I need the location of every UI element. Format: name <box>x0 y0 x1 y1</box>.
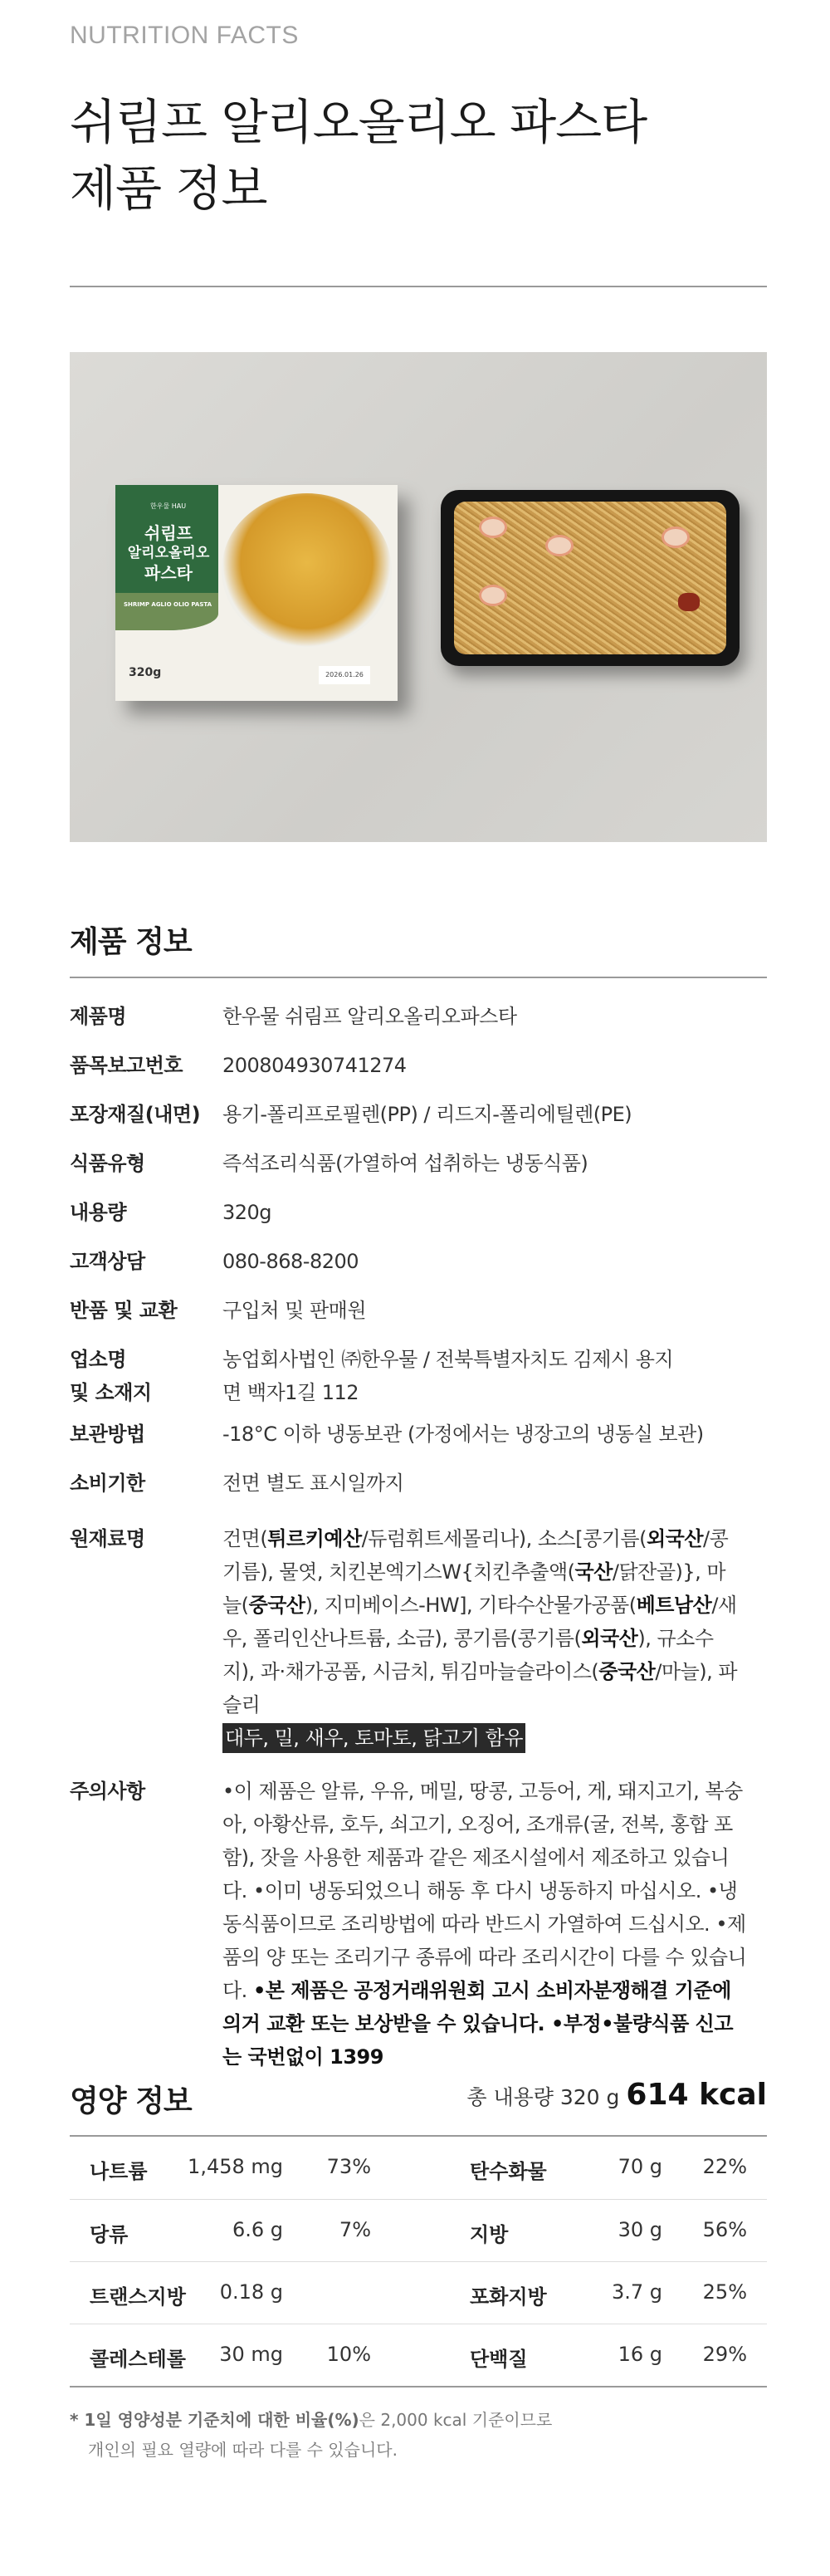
package-title-2: 알리오올리오 <box>127 545 210 561</box>
ingredient-text: /새우, 폴리인산나트륨, 소금), 콩기름(콩기름( <box>222 1594 737 1650</box>
nutrient-name: 단백질 <box>470 2348 528 2371</box>
product-info-table <box>70 992 767 2074</box>
shrimp <box>662 526 690 548</box>
shrimp <box>479 517 507 538</box>
info-row <box>70 1335 767 1409</box>
ingredient-text: /콩기름), 물엿, 치킨본엑기스W{치킨추출액( <box>222 1527 729 1584</box>
nutrition-footnote <box>70 2405 552 2465</box>
ingredient-text: /닭잔골)}, 마늘( <box>222 1560 726 1617</box>
info-row-ingredients <box>70 1507 767 1755</box>
nutrient-name: 당류 <box>90 2223 129 2246</box>
nutrient-percent: 22% <box>702 2155 747 2178</box>
info-row <box>70 1237 767 1286</box>
nutrient-amount: 30 g <box>618 2218 662 2241</box>
info-row <box>70 1458 767 1507</box>
info-label: 식품유형 <box>70 1152 145 1175</box>
nutrient-name: 콜레스테롤 <box>90 2348 186 2371</box>
nutrient-amount: 6.6 g <box>232 2218 283 2241</box>
nutrient-percent: 7% <box>339 2218 371 2241</box>
info-value: 한우물 쉬림프 알리오올리오파스타 <box>222 1005 517 1028</box>
eyebrow-label: NUTRITION FACTS <box>70 22 299 49</box>
package-pasta-image <box>222 493 392 647</box>
info-label: 보관방법 <box>70 1423 145 1446</box>
info-row <box>70 1041 767 1090</box>
allergen-badge: 대두, 밀, 새우, 토마토, 닭고기 함유 <box>222 1723 525 1753</box>
nutrition-row <box>70 2137 767 2199</box>
shrimp <box>479 585 507 606</box>
ingredient-text: ), 지미베이스-HW], 기타수산물가공품( <box>305 1594 637 1617</box>
ingredient-text: /마늘), 파슬리 <box>222 1660 738 1717</box>
header-divider <box>70 286 767 287</box>
package-date: 2026.01.26 <box>319 666 370 684</box>
total-kcal: 614 kcal <box>626 2078 767 2112</box>
nutrient-percent: 29% <box>702 2343 747 2366</box>
nutrient-amount: 3.7 g <box>611 2280 662 2304</box>
ingredients-value <box>222 1522 767 1755</box>
info-row <box>70 1090 767 1139</box>
info-label: 내용량 <box>70 1201 127 1224</box>
info-label: 제품명 <box>70 1005 127 1028</box>
nutrient-amount: 0.18 g <box>219 2280 283 2304</box>
nutrient-name: 트랜스지방 <box>90 2285 186 2309</box>
ingredient-origin: 외국산 <box>646 1527 704 1550</box>
nutrition-title: 영양 정보 <box>70 2084 192 2118</box>
ingredient-text: ), 규소수지), 과·채가공품, 시금치, 튀김마늘슬라이스( <box>222 1627 714 1683</box>
package-brand: 한우물 HAU <box>150 502 187 510</box>
page-title-line1: 쉬림프 알리오올리오 파스타 <box>70 94 647 150</box>
package-weight: 320g <box>129 666 162 679</box>
nutrient-percent: 73% <box>326 2155 371 2178</box>
nutrient-amount: 16 g <box>618 2343 662 2366</box>
footnote-rest: 은 2,000 kcal 기준이므로 <box>359 2410 553 2430</box>
info-label: 주의사항 <box>70 1780 145 1803</box>
shrimp <box>545 535 574 556</box>
ingredient-origin: 중국산 <box>248 1594 305 1617</box>
info-row <box>70 1188 767 1237</box>
info-value: 320g <box>222 1201 272 1224</box>
info-value: -18°C 이하 냉동보관 (가정에서는 냉장고의 냉동실 보관) <box>222 1423 704 1446</box>
nutrition-row <box>70 2324 767 2386</box>
ingredient-origin: 외국산 <box>581 1627 638 1650</box>
info-value: 200804930741274 <box>222 1054 407 1077</box>
nutrient-name: 포화지방 <box>470 2285 547 2309</box>
info-value: 용기-폴리프로필렌(PP) / 리드지-폴리에틸렌(PE) <box>222 1103 632 1126</box>
info-row-cautions <box>70 1755 767 2074</box>
ingredient-origin: 튀르키예산 <box>267 1527 362 1550</box>
nutrient-name: 지방 <box>470 2223 509 2246</box>
info-value: 구입처 및 판매원 <box>222 1299 367 1322</box>
package-title-3: 파스타 <box>144 563 193 583</box>
nutrition-row <box>70 2261 767 2324</box>
info-label: 원재료명 <box>70 1527 145 1550</box>
info-row <box>70 992 767 1041</box>
ingredient-text: 건면( <box>222 1527 268 1550</box>
cautions-bold: •본 제품은 공정거래위원회 고시 소비자분쟁해결 기준에 의거 교환 또는 보상받을 수 있습니다. •부정•불량식품 신고는 국번없이 1399 <box>222 1979 734 2069</box>
info-value: 농업회사법인 ㈜한우물 / 전북특별자치도 김제시 용지면 백자1길 112 <box>222 1348 674 1404</box>
nutrient-percent: 25% <box>702 2280 747 2304</box>
product-package <box>115 485 398 701</box>
nutrition-table <box>70 2135 767 2387</box>
cautions-text: •이 제품은 알류, 우유, 메밀, 땅콩, 고등어, 게, 돼지고기, 복숭아, 아황산류, 호두, 쇠고기, 오징어, 조개류(굴, 전복, 홍합 포함), 잣을 사용한 제품과 같은 제조시설에서 제조하고 있습니다. •이미 냉동되었으니 해동 후 다시 냉동하지 마십시오. •냉동식품이므로 조리방법에 따라 반드시 가열하여 드십시오. •제품의 양 또는 조리기구 종류에 따라 조리시간이 다를 수 있습니다. <box>222 1780 747 2002</box>
nutrition-summary <box>466 2078 767 2112</box>
info-value: 즉석조리식품(가열하여 섭취하는 냉동식품) <box>222 1152 588 1175</box>
nutrient-name: 나트륨 <box>90 2160 148 2183</box>
info-row <box>70 1139 767 1188</box>
page-title-line2: 제품 정보 <box>70 160 267 217</box>
info-value: 080-868-8200 <box>222 1250 359 1273</box>
pasta-noodles <box>454 502 726 654</box>
footnote-bold: * 1일 영양성분 기준치에 대한 비율(%) <box>70 2410 359 2430</box>
info-label: 고객상담 <box>70 1250 145 1273</box>
nutrition-row <box>70 2199 767 2261</box>
product-photo <box>70 352 767 842</box>
info-row <box>70 1286 767 1335</box>
info-row <box>70 1409 767 1458</box>
ingredient-origin: 중국산 <box>598 1660 656 1683</box>
nutrient-amount: 70 g <box>618 2155 662 2178</box>
info-label: 품목보고번호 <box>70 1054 183 1077</box>
nutrient-amount: 1,458 mg <box>188 2155 283 2178</box>
ingredient-origin: 국산 <box>574 1560 613 1584</box>
info-label: 반품 및 교환 <box>70 1299 178 1322</box>
info-label: 소비기한 <box>70 1472 145 1495</box>
ingredient-origin: 베트남산 <box>636 1594 712 1617</box>
total-content: 총 내용량 320 g <box>466 2085 620 2109</box>
nutrient-percent: 56% <box>702 2218 747 2241</box>
product-info-title: 제품 정보 <box>70 925 192 959</box>
pasta-tray <box>441 490 740 666</box>
package-title-1: 쉬림프 <box>144 523 193 543</box>
ingredient-text: /듀럼휘트세몰리나), 소스[콩기름( <box>361 1527 647 1550</box>
cautions-value <box>222 1775 767 2074</box>
product-info-divider <box>70 977 767 978</box>
nutrient-percent: 10% <box>326 2343 371 2366</box>
tomato <box>678 593 700 611</box>
info-label: 포장재질(내면) <box>70 1103 201 1126</box>
info-value: 전면 별도 표시일까지 <box>222 1472 404 1495</box>
info-label: 업소명 및 소재지 <box>70 1348 152 1404</box>
footnote-line2: 개인의 필요 열량에 따라 다를 수 있습니다. <box>88 2440 398 2460</box>
package-subtitle-band <box>115 593 218 630</box>
nutrient-name: 탄수화물 <box>470 2160 547 2183</box>
package-subtitle: SHRIMP AGLIO OLIO PASTA <box>123 601 212 608</box>
nutrient-amount: 30 mg <box>219 2343 283 2366</box>
